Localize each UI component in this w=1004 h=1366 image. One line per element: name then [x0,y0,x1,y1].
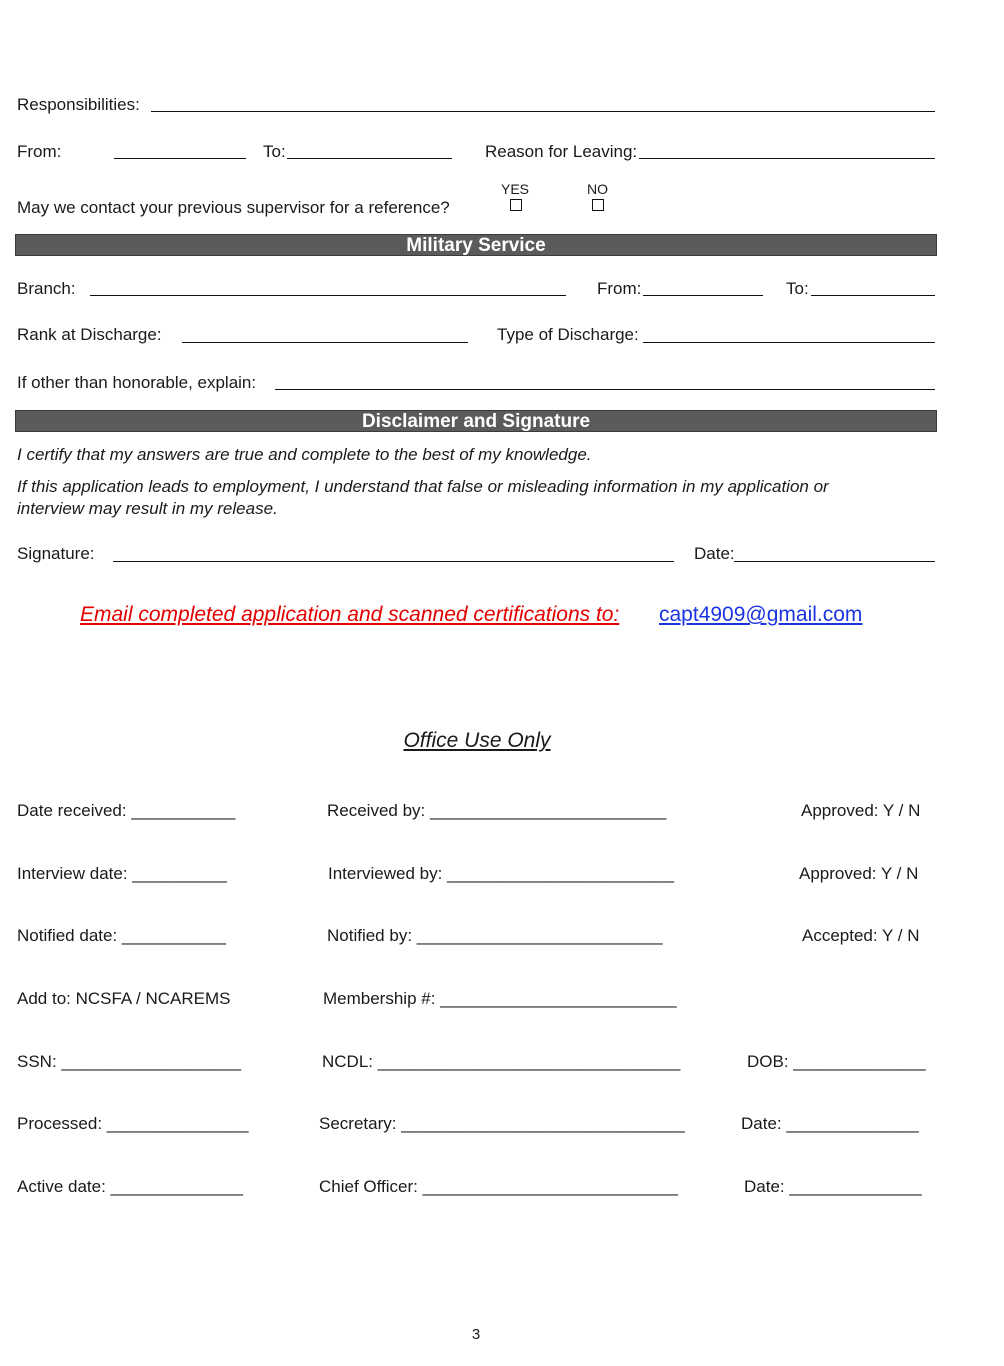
signature-date-field[interactable] [734,561,935,562]
other-than-honorable-field[interactable] [275,389,935,390]
military-to-label: To: [786,279,809,298]
employment-to-label: To: [263,142,286,161]
ncdl: NCDL: ________________________________ [322,1052,681,1071]
approved-status-1: Approved: Y / N [801,801,921,820]
add-to-organizations: Add to: NCSFA / NCAREMS [17,989,231,1008]
interviewed-by: Interviewed by: ________________________ [328,864,674,883]
type-of-discharge-label: Type of Discharge: [497,325,639,344]
signature-label: Signature: [17,544,95,563]
accepted-status: Accepted: Y / N [802,926,920,945]
reason-for-leaving-label: Reason for Leaving: [485,142,638,161]
email-instruction: Email completed application and scanned certifications to: [80,603,620,626]
employment-from-label: From: [17,142,62,161]
military-from-field[interactable] [643,295,763,296]
signature-field[interactable] [113,561,674,562]
approved-status-2: Approved: Y / N [799,864,919,883]
membership-number: Membership #: _________________________ [323,989,677,1008]
military-service-header: Military Service [15,234,937,256]
contact-no-checkbox[interactable] [592,199,604,211]
active-date-signoff: Date: ______________ [744,1177,922,1196]
employment-to-field[interactable] [287,158,452,159]
responsibilities-label: Responsibilities: [17,95,140,114]
processed: Processed: _______________ [17,1114,249,1133]
contact-yes-checkbox[interactable] [510,199,522,211]
contact-supervisor-question: May we contact your previous supervisor for a reference? [17,198,450,217]
employment-from-field[interactable] [114,158,246,159]
disclaimer-signature-header: Disclaimer and Signature [15,410,937,432]
yes-label: YES [501,181,530,197]
received-by: Received by: _________________________ [327,801,667,820]
responsibilities-field[interactable] [151,111,935,112]
notified-date: Notified date: ___________ [17,926,226,945]
interview-date: Interview date: __________ [17,864,227,883]
branch-field[interactable] [90,295,566,296]
reason-for-leaving-field[interactable] [639,158,935,159]
ssn: SSN: ___________________ [17,1052,242,1071]
active-date: Active date: ______________ [17,1177,243,1196]
secretary: Secretary: ______________________________ [319,1114,685,1133]
office-use-only-title: Office Use Only [403,729,551,752]
page-number: 3 [471,1326,481,1343]
notified-by: Notified by: __________________________ [327,926,663,945]
dob: DOB: ______________ [747,1052,926,1071]
chief-officer: Chief Officer: ___________________________ [319,1177,678,1196]
signature-date-label: Date: [694,544,735,563]
processed-date: Date: ______________ [741,1114,919,1133]
certify-statement: I certify that my answers are true and complete to the best of my knowledge. [17,445,592,464]
no-label: NO [587,181,608,197]
military-to-field[interactable] [811,295,935,296]
employment-statement-line1: If this application leads to employment, I understand that false or misleading information in my application or [17,477,829,496]
type-of-discharge-field[interactable] [643,342,935,343]
branch-label: Branch: [17,279,76,298]
employment-statement-line2: interview may result in my release. [17,499,278,518]
rank-at-discharge-label: Rank at Discharge: [17,325,162,344]
military-from-label: From: [597,279,642,298]
email-address-link[interactable]: capt4909@gmail.com [659,603,863,626]
other-than-honorable-label: If other than honorable, explain: [17,373,257,392]
rank-at-discharge-field[interactable] [182,342,468,343]
date-received: Date received: ___________ [17,801,236,820]
